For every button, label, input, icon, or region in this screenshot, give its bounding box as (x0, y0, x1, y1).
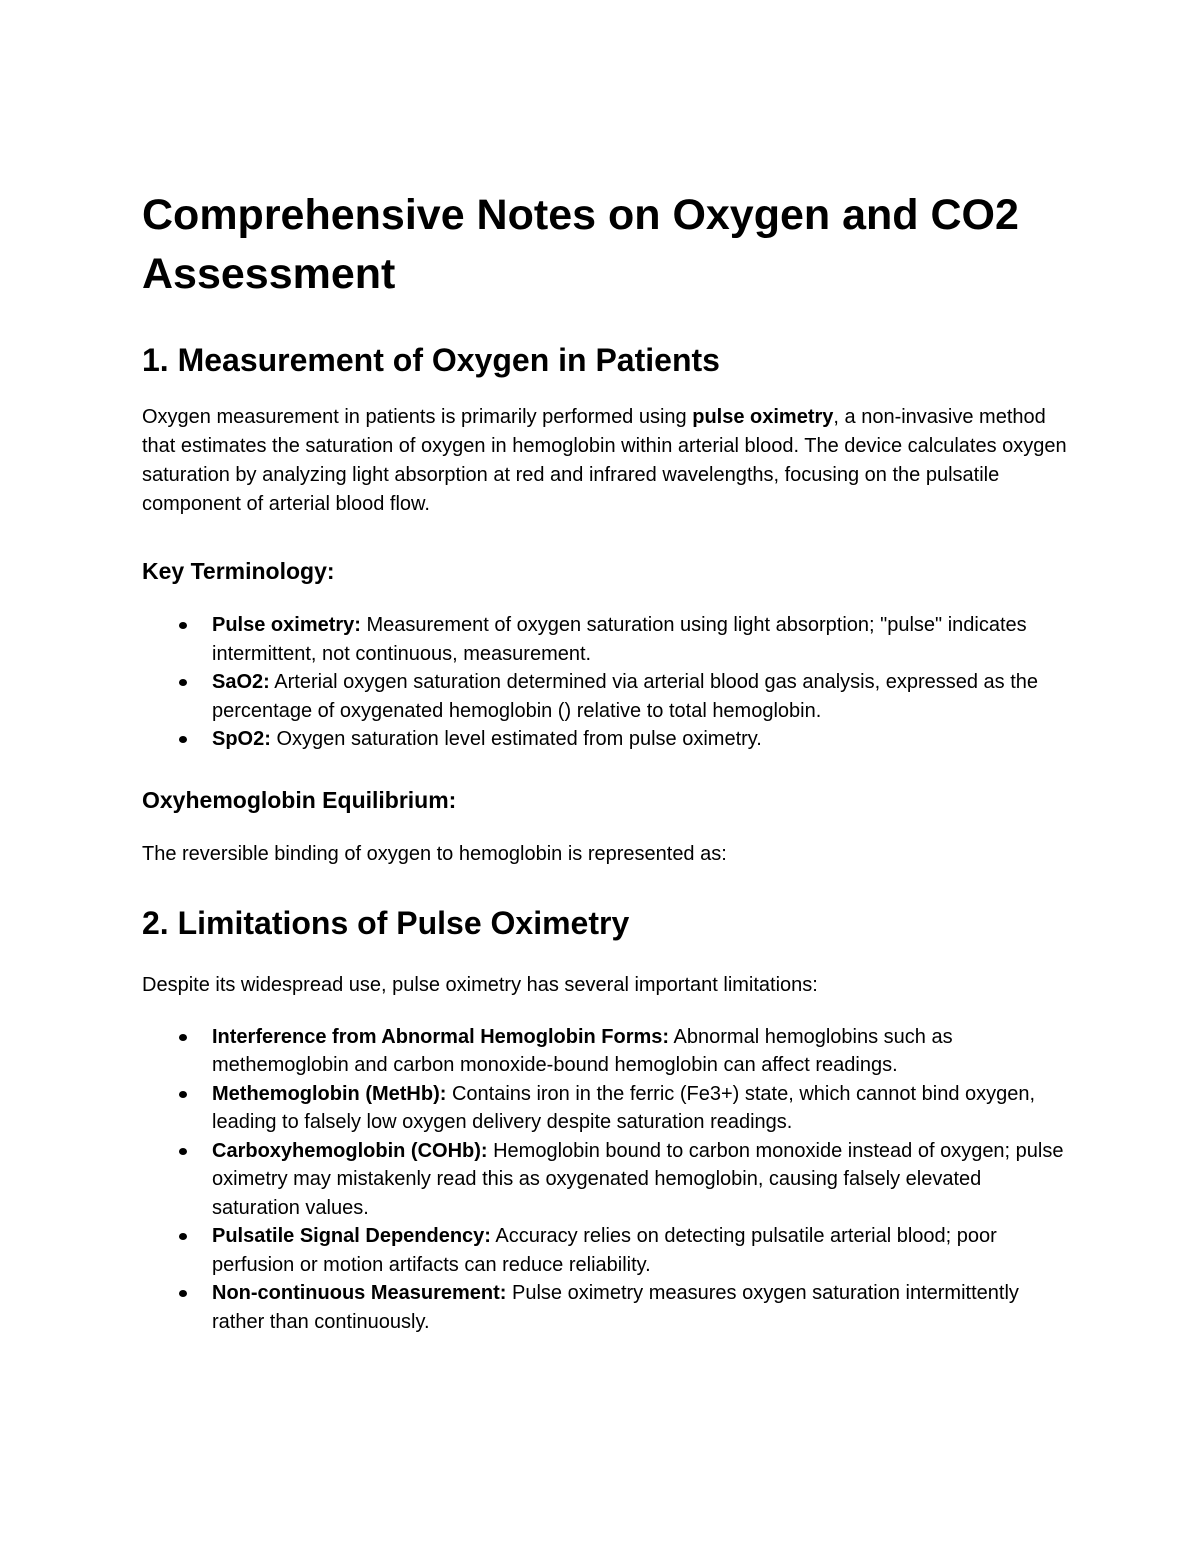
list-item-text: Oxygen saturation level estimated from pulse oximetry. (270, 728, 762, 750)
bullet-icon (179, 1034, 187, 1041)
section1-bold-term: pulse oximetry (692, 406, 834, 428)
list-item-text: Contains iron in the ferric (Fe3+) state, which cannot bind oxygen, leading to falsely low oxygen delivery despite saturation readings. (212, 1082, 1036, 1133)
list-item-text: Abnormal hemoglobins such as methemoglobin and carbon monoxide-bound hemoglobin can affect readings. (212, 1025, 953, 1076)
equilibrium-heading: Oxyhemoglobin Equilibrium: (142, 786, 457, 813)
section1-text-after: , a non-invasive method that estimates the saturation of oxygen in hemoglobin within arterial blood. The device calculates oxygen saturation by analyzing light absorption at red and infrared wavelengths, focusing on the pulsatile component of arterial blood flow. (142, 406, 1067, 515)
section2-heading: 2. Limitations of Pulse Oximetry (142, 904, 630, 941)
list-item-text: Accuracy relies on detecting pulsatile arterial blood; poor perfusion or motion artifacts can reduce reliability. (212, 1225, 997, 1276)
list-item-term: Interference from Abnormal Hemoglobin Forms: (212, 1025, 670, 1048)
list-item (142, 1222, 1072, 1279)
bullet-icon (179, 736, 187, 743)
list-item (142, 1080, 1072, 1137)
limitations-list (142, 1023, 1072, 1337)
equilibrium-paragraph: The reversible binding of oxygen to hemoglobin is represented as: (142, 842, 727, 865)
list-item (142, 611, 1072, 668)
section1-heading: 1. Measurement of Oxygen in Patients (142, 342, 720, 378)
bullet-icon (179, 1290, 187, 1297)
section1-text-before: Oxygen measurement in patients is primarily performed using (142, 406, 693, 428)
list-item-term: Methemoglobin (MetHb): (212, 1082, 447, 1105)
list-item-term: SaO2: (212, 671, 270, 693)
list-item-text: Hemoglobin bound to carbon monoxide instead of oxygen; pulse oximetry may mistakenly read this as oxygenated hemoglobin, causing falsely elevated saturation values. (212, 1139, 1064, 1219)
list-item-text: Pulse oximetry measures oxygen saturation intermittently rather than continuously. (212, 1282, 1019, 1333)
bullet-icon (179, 622, 187, 629)
bullet-icon (179, 1233, 187, 1240)
list-item (142, 1137, 1072, 1223)
list-item (142, 1023, 1072, 1080)
document-page (142, 186, 1072, 1336)
list-item (142, 668, 1072, 725)
bullet-icon (179, 679, 187, 686)
section1-paragraph (142, 403, 1072, 519)
list-item-text: Arterial oxygen saturation determined via arterial blood gas analysis, expressed as the percentage of oxygenated hemoglobin () relative to total hemoglobin. (212, 671, 1039, 722)
key-terminology-heading: Key Terminology: (142, 558, 335, 584)
list-item-term: SpO2: (212, 728, 271, 750)
list-item (142, 725, 1072, 754)
list-item-text: Measurement of oxygen saturation using light absorption; "pulse" indicates intermittent, not continuous, measurement. (212, 614, 1027, 665)
bullet-icon (179, 1091, 187, 1098)
list-item (142, 1279, 1072, 1336)
section2-intro: Despite its widespread use, pulse oximetry has several important limitations: (142, 973, 818, 996)
list-item-term: Carboxyhemoglobin (COHb): (212, 1139, 488, 1162)
list-item-term: Non-continuous Measurement: (212, 1282, 507, 1304)
key-terminology-list (142, 611, 1072, 754)
document-title: Comprehensive Notes on Oxygen and CO2 Assessment (142, 191, 1019, 298)
list-item-term: Pulse oximetry: (212, 614, 361, 636)
list-item-term: Pulsatile Signal Dependency: (212, 1225, 491, 1247)
bullet-icon (179, 1148, 187, 1155)
